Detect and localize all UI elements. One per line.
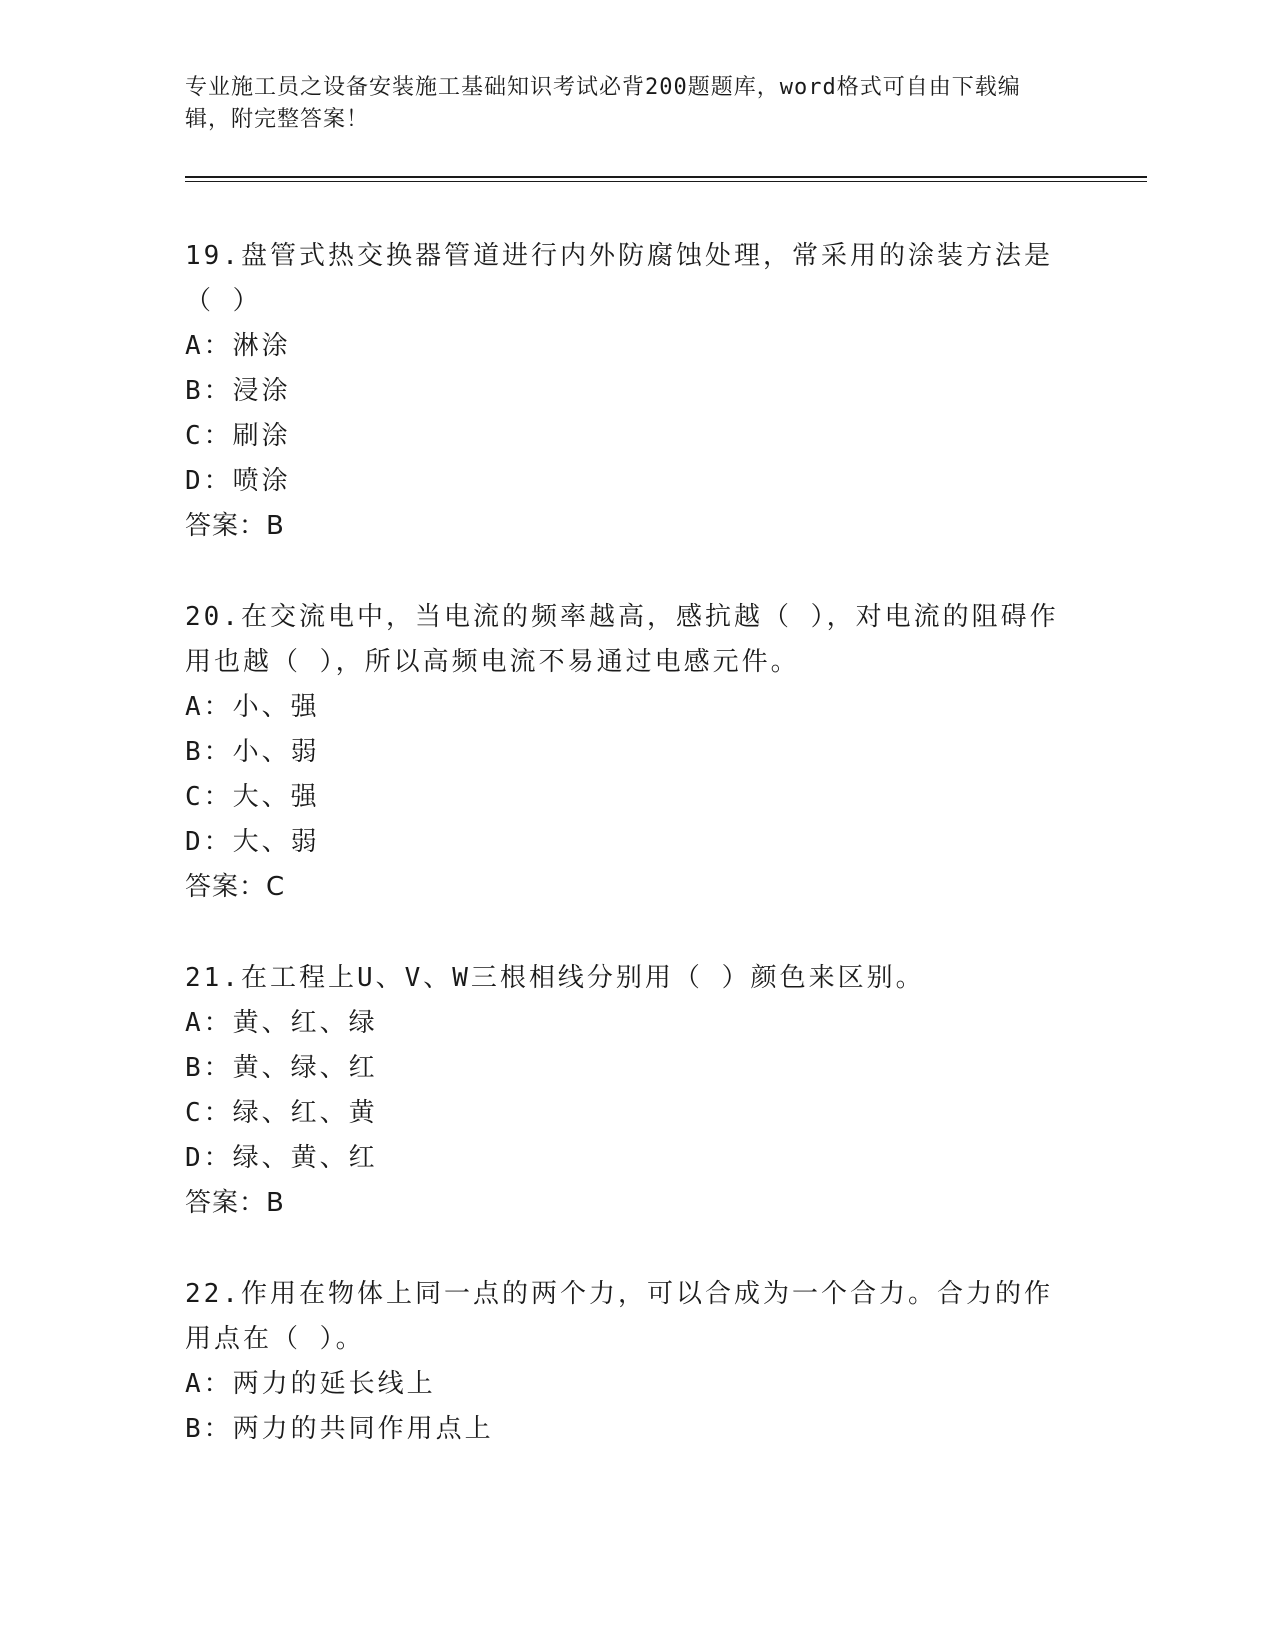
question-22 — [185, 1272, 1065, 1452]
question-list — [185, 234, 1065, 1498]
option-b: B：浸涂 — [185, 376, 291, 406]
option-b: B：黄、绿、红 — [185, 1053, 378, 1083]
question-20 — [185, 595, 1065, 910]
document-header: 专业施工员之设备安装施工基础知识考试必背200题题库，word格式可自由下载编辑，附完整答案！ — [185, 75, 1021, 132]
option-d: D：大、弱 — [185, 827, 320, 857]
option-b: B：小、弱 — [185, 737, 320, 767]
option-a: A：两力的延长线上 — [185, 1369, 436, 1399]
option-d: D：绿、黄、红 — [185, 1143, 378, 1173]
question-text: 20.在交流电中，当电流的频率越高，感抗越（ ），对电流的阻碍作用也越（ ），所以高频电流不易通过电感元件。 — [185, 602, 1059, 677]
option-a: A：淋涂 — [185, 331, 291, 361]
question-text: 22.作用在物体上同一点的两个力，可以合成为一个合力。合力的作用点在（ ）。 — [185, 1279, 1053, 1354]
answer: 答案：B — [185, 1188, 285, 1218]
option-b: B：两力的共同作用点上 — [185, 1414, 494, 1444]
header-divider — [185, 176, 1147, 178]
option-a: A：黄、红、绿 — [185, 1008, 378, 1038]
question-text: 19.盘管式热交换器管道进行内外防腐蚀处理，常采用的涂装方法是（ ） — [185, 241, 1053, 316]
answer: 答案：B — [185, 511, 285, 541]
option-a: A：小、强 — [185, 692, 320, 722]
answer: 答案：C — [185, 872, 286, 902]
option-c: C：绿、红、黄 — [185, 1098, 378, 1128]
question-text: 21.在工程上U、V、W三根相线分别用（ ）颜色来区别。 — [185, 963, 925, 993]
option-c: C：刷涂 — [185, 421, 291, 451]
option-c: C：大、强 — [185, 782, 320, 812]
question-19 — [185, 234, 1065, 549]
option-d: D：喷涂 — [185, 466, 291, 496]
question-21 — [185, 956, 1065, 1226]
